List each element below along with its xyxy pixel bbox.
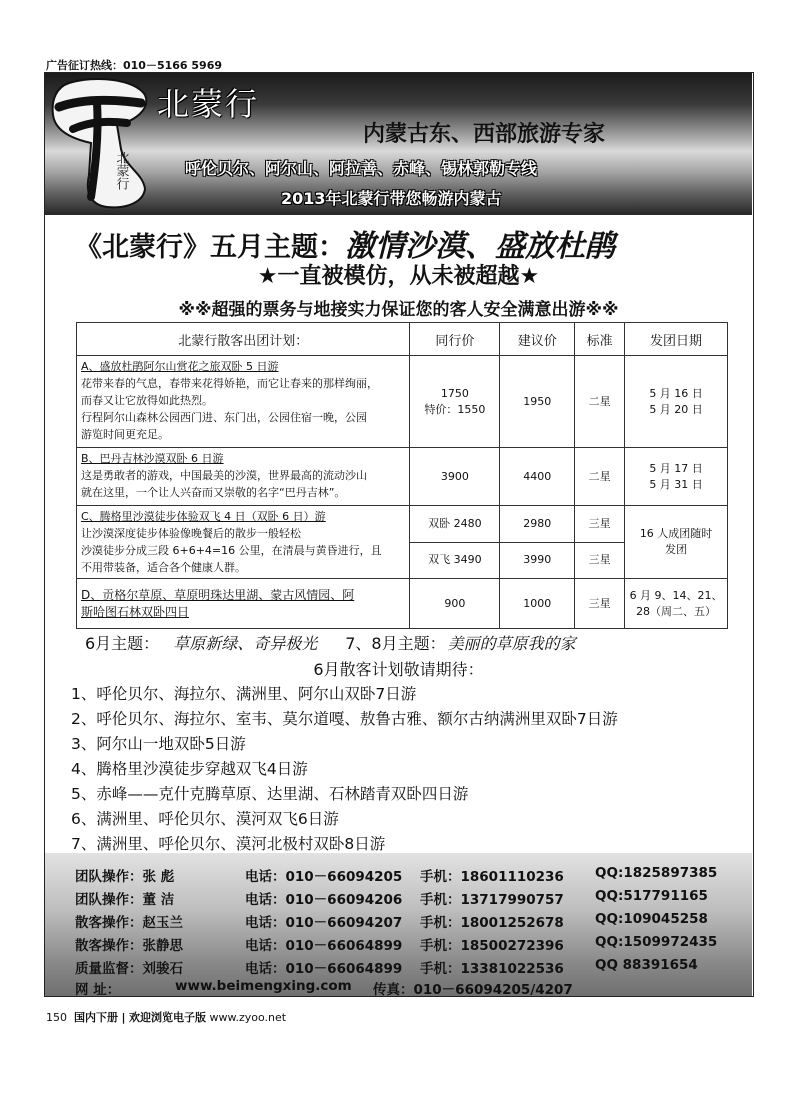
date: 5 月 17 日 — [649, 461, 703, 475]
footer-divider: | — [121, 1011, 126, 1024]
header-peer-price: 同行价 — [410, 323, 500, 356]
table-row — [77, 356, 728, 448]
tour-d-peer-price: 900 — [410, 579, 500, 629]
slogan: ★一直被模仿，从未被超越★ — [257, 264, 540, 289]
tour-c-desc1: 让沙漠深度徒步体验像晚餐后的散步一般轻松 — [81, 527, 301, 540]
tour-a-suggested: 1950 — [500, 356, 575, 448]
tour-b-peer-price: 3900 — [410, 448, 500, 506]
contact-role: 团队操作：董 洁 — [75, 892, 175, 908]
contact-qq: QQ:1509972435 — [595, 934, 718, 950]
page-number: 150 — [46, 1011, 67, 1024]
tour-d-standard: 三星 — [575, 579, 625, 629]
tour-d-dates — [625, 579, 728, 629]
julaug-theme-label: 7、8月主题： — [345, 634, 446, 653]
tour-a-standard: 二星 — [575, 356, 625, 448]
tour-c-title: C、腾格里沙漠徒步体验双飞 4 日（双卧 6 日）游 — [81, 510, 326, 523]
header-departure: 发团日期 — [625, 323, 728, 356]
table-row — [77, 506, 728, 543]
table-row — [77, 579, 728, 629]
tour-b-title: B、巴丹吉林沙漠双卧 6 日游 — [81, 452, 224, 465]
tour-a-desc3: 行程阿尔山森林公园西门进、东门出，公园住宿一晚，公园 — [81, 411, 367, 424]
contact-mobile: 手机：13381022536 — [420, 961, 564, 977]
tagline: 内蒙古东、西部旅游专家 — [363, 122, 606, 147]
contact-role: 散客操作：张静思 — [75, 938, 183, 954]
tour-plan-table — [76, 322, 728, 629]
tour-c-suggested-a: 2980 — [500, 506, 575, 543]
list-item: 5、赤峰——克什克腾草原、达里湖、石林踏青双卧四日游 — [71, 785, 469, 803]
contact-role: 团队操作：张 彪 — [75, 869, 175, 885]
tour-c-desc3: 不用带装备，适合各个健康人群。 — [81, 561, 246, 574]
page-footer — [46, 1009, 286, 1025]
contact-role: 散客操作：赵玉兰 — [75, 915, 183, 931]
contact-qq: QQ:1825897385 — [595, 865, 718, 881]
date: 5 月 31 日 — [649, 477, 703, 491]
contact-mobile: 手机：18001252678 — [420, 915, 564, 931]
contacts-panel — [45, 853, 752, 997]
tour-c-desc — [77, 506, 410, 579]
tour-c-standard-a: 三星 — [575, 506, 625, 543]
routes-line: 呼伦贝尔、阿尔山、阿拉善、赤峰、锡林郭勒专线 — [185, 159, 538, 178]
brand-logo — [51, 77, 151, 211]
tour-d-title1: D、贡格尔草原、草原明珠达里湖、蒙古风情园、阿 — [81, 587, 355, 602]
tour-b-desc — [77, 448, 410, 506]
list-item: 7、满洲里、呼伦贝尔、漠河北极村双卧8日游 — [71, 835, 386, 853]
tour-b-suggested: 4400 — [500, 448, 575, 506]
tour-c-suggested-b: 3990 — [500, 542, 575, 579]
header-plan: 北蒙行散客出团计划： — [77, 323, 410, 356]
table-header-row — [77, 323, 728, 356]
contact-mobile: 手机：13717990757 — [420, 892, 564, 908]
june-theme-label: 6月主题： — [85, 634, 160, 653]
tour-b-standard: 二星 — [575, 448, 625, 506]
list-item: 3、阿尔山一地双卧5日游 — [71, 735, 246, 753]
tour-d-desc — [77, 579, 410, 629]
section-name: 国内下册 — [74, 1011, 118, 1024]
list-item: 4、腾格里沙漠徒步穿越双飞4日游 — [71, 760, 308, 778]
footer-site-link[interactable]: www.zyoo.net — [209, 1011, 287, 1024]
special-price: 特价：1550 — [424, 402, 486, 416]
peer-price: 1750 — [440, 386, 469, 400]
tour-c-standard-b: 三星 — [575, 542, 625, 579]
tour-c-dates — [625, 506, 728, 579]
fax-number: 传真：010－66094205/4207 — [373, 982, 573, 997]
tour-a-desc1: 花带来春的气息，春带来花得娇艳，而它让春来的那样绚丽， — [81, 377, 378, 390]
tour-a-title: A、盛放杜鹃阿尔山赏花之旅双卧 5 日游 — [81, 360, 279, 373]
header-standard: 标准 — [575, 323, 625, 356]
contact-phone: 电话：010－66064899 — [245, 938, 403, 954]
headline-prefix: 《北蒙行》五月主题： — [75, 232, 345, 263]
tour-c-peer-price-b: 双飞 3490 — [410, 542, 500, 579]
june-theme: 草原新绿、奇异极光 — [173, 634, 318, 653]
contact-phone: 电话：010－66094205 — [245, 869, 403, 885]
tour-d-suggested: 1000 — [500, 579, 575, 629]
contact-phone: 电话：010－66094207 — [245, 915, 403, 931]
tour-c-desc2: 沙漠徒步分成三段 6+6+4=16 公里，在清晨与黄昏进行，且 — [81, 544, 382, 557]
contact-role: 质量监督：刘骏石 — [75, 961, 183, 977]
list-item: 1、呼伦贝尔、海拉尔、满洲里、阿尔山双卧7日游 — [71, 685, 417, 703]
tour-a-desc4: 游览时间更充足。 — [81, 428, 169, 441]
year-line: 2013年北蒙行带您畅游内蒙古 — [281, 189, 502, 208]
june-plan-heading: 6月散客计划敬请期待： — [313, 660, 484, 679]
date: 5 月 20 日 — [649, 402, 703, 416]
contact-phone: 电话：010－66094206 — [245, 892, 403, 908]
tour-a-peer-price — [410, 356, 500, 448]
footer-promo: 欢迎浏览电子版 — [129, 1011, 207, 1024]
date: 28（周二、五） — [636, 604, 717, 618]
ad-frame — [44, 72, 754, 997]
date: 5 月 16 日 — [649, 386, 703, 400]
julaug-theme: 美丽的草原我的家 — [447, 634, 576, 653]
contact-phone: 电话：010－66064899 — [245, 961, 403, 977]
contact-mobile: 手机：18500272396 — [420, 938, 564, 954]
contact-qq: QQ:517791165 — [595, 888, 708, 904]
brand-name: 北蒙行 — [157, 85, 260, 123]
list-item: 6、满洲里、呼伦贝尔、漠河双飞6日游 — [71, 810, 339, 828]
tour-a-dates — [625, 356, 728, 448]
header-suggested-price: 建议价 — [500, 323, 575, 356]
list-item: 2、呼伦贝尔、海拉尔、室韦、莫尔道嘎、敖鲁古雅、额尔古纳满洲里双卧7日游 — [71, 710, 618, 728]
headline-highlight: 激情沙漠、盛放杜鹃 — [345, 229, 615, 264]
date: 6 月 9、14、21、 — [629, 588, 723, 602]
contact-mobile: 手机：18601110236 — [420, 869, 564, 885]
tour-d-title2: 斯哈图石林双卧四日 — [81, 604, 190, 619]
website-link[interactable]: www.beimengxing.com — [175, 978, 352, 994]
website-label: 网 址： — [75, 982, 121, 997]
banner — [45, 73, 752, 215]
guarantee: ※※超强的票务与地接实力保证您的客人安全满意出游※※ — [178, 300, 619, 320]
monthly-themes — [85, 631, 604, 654]
contact-qq: QQ 88391654 — [595, 957, 698, 973]
ad-hotline: 广告征订热线：010－5166 5969 — [46, 59, 223, 72]
tour-a-desc2: 而春又让它放得如此热烈。 — [81, 394, 213, 407]
date: 16 人成团随时 — [639, 527, 713, 540]
table-row — [77, 448, 728, 506]
itinerary-list — [71, 682, 618, 857]
logo-text: 北蒙行 — [113, 151, 129, 190]
tour-c-peer-price-a: 双卧 2480 — [410, 506, 500, 543]
contact-qq: QQ:109045258 — [595, 911, 708, 927]
tour-b-desc1: 这是勇敢者的游戏，中国最美的沙漠，世界最高的流动沙山 — [81, 469, 367, 482]
tour-b-dates — [625, 448, 728, 506]
tour-a-desc — [77, 356, 410, 448]
tour-b-desc2: 就在这里，一个让人兴奋而又崇敬的名字“巴丹吉林”。 — [81, 486, 346, 499]
date: 发团 — [665, 543, 688, 556]
